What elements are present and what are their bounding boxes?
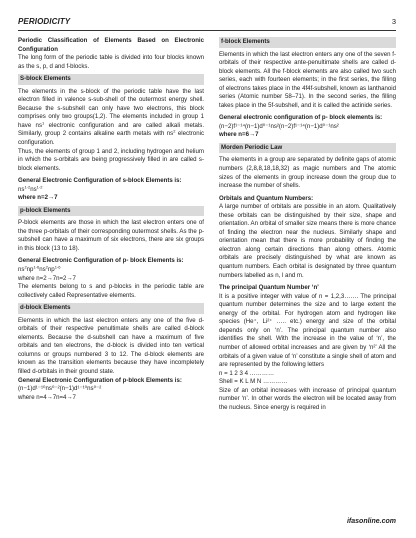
modern-periodic-law-heading: Morden Periodic Law (219, 143, 396, 154)
footer-site: ifasonline.com (346, 518, 396, 525)
f-block-config-heading: General electronic configuration of p- block elements is: (219, 114, 383, 122)
intro-text: The long form of the periodic table is divided into four blocks known as the s, p, d and f-blocks. (18, 54, 204, 70)
s-block-config: $ns^{1-2}ns^{1-2}$ (18, 184, 43, 193)
p-block-config: $ns^2np^{1-6}ns^2np^{1-6}$ (18, 264, 61, 274)
left-column (18, 37, 204, 402)
d-block-config: (n−1)d¹⁻¹⁰ns⁰⁻²(n−1)d¹⁻¹⁰ns⁰⁻² (18, 385, 102, 393)
page-number: 3 (391, 17, 396, 26)
d-block-heading: d-block Elements (18, 303, 204, 314)
p-block-paragraph-2: The elements belong to s and p-blocks in the periodic table are collectively called Representative elements. (18, 283, 204, 299)
p-block-heading: p-block Elements (18, 206, 204, 217)
s-block-paragraph-2: Thus, the elements of group 1 and 2, including hydrogen and helium in which the s-orbitals are being progressively filled in are called s-block elements. (18, 147, 204, 172)
p-block-where: where n=2→7n=2→7 (18, 274, 76, 282)
page-header-title: PERIODICITY (18, 17, 71, 26)
p-block-config-heading: General Electronic Configuration of p- block Elements is: (18, 257, 184, 265)
modern-periodic-law-paragraph: The elements in a group are separated by definite gaps of atomic numbers (2,8,8,18,18,32) as magic numbers and The atomic sizes of the elements in group increase down the group due to increase the number of shells. (219, 156, 396, 190)
s-block-where: where n=2→7 (18, 194, 58, 202)
d-block-config-heading: General Electronic Configuration of p-block Elements is: (18, 376, 182, 384)
principal-quantum-number-paragraph: It is a positive integer with value of n = 1,2,3……. The principal quantum number determines the size and to large extent the energy of the orbital. For hydrogen atom and hydrogen like species (He⁺, Li²⁺ ….. etc.) energy and size of the orbital depends only on ‘n’. The principal quantum number also identifies the shell. With the increase in the value of ‘n’, the number of allowed orbital increases and are given by ‘n²’ All the orbitals of a given value of ‘n’ constitute a single shell of atom and are represented by the following letters (219, 292, 396, 369)
d-block-paragraph-1: Elements in which the last electron enters any one of the five d-orbitals of their respective penultimate shells are called d-block elements. Because the d-subshell can have a maximum of five orbitals and ten electrons, the d-block is divided into ten vertical columns or groups numbered 3 to 12. The d-block elements are known as the transition elements because they have incompletely filled d-orbitals in their ground state. (18, 316, 204, 375)
s-block-paragraph-1: The elements in the s-block of the periodic table have the last electron filled in valence s-sub-shell of the outermost energy shell. Because the s-subshell can only have two electrons, this block comprises only two groups(1,2). The elements included in group 1 have $ns^1$ electronic configuration and are called alkali metals. Similarly, group 2 contains alkaline earth metals with $ns^2$ electronic configuration. (18, 87, 205, 146)
s-block-heading: S-block Elements (18, 74, 204, 85)
principal-quantum-number-paragraph-2: Size of an orbital increases with increase of principal quantum number ‘n’. In other words the electron will be located away from the nucleus. Since energy is required in (219, 386, 396, 411)
p-block-paragraph-1: P-block elements are those in which the last electron enters one of the three p-orbitals of their corresponding outermost shells. As the p-subshell can have a maximum of six electrons, there are six groups in this block (13 to 18). (18, 219, 204, 252)
page-header (18, 17, 396, 31)
quantum-number-list: n = 1 2 3 4 ………… (219, 369, 275, 377)
right-column (219, 37, 396, 412)
principal-quantum-number-heading: The principal Quantum Number ‘n’ (219, 284, 319, 292)
d-block-where: where n=4→7n=4→7 (18, 393, 76, 401)
f-block-heading: f-block Elements (219, 37, 396, 48)
shell-list: Shell = K L M N ………… (219, 378, 288, 386)
orbitals-heading: Orbitals and Quantum Numbers: (219, 194, 314, 202)
f-block-config: (n−2)f¹⁻¹⁴(n−1)d⁰⁻¹ns²(n−2)f¹⁻¹⁴(n−1)d⁰⁻¹ns² (219, 122, 339, 130)
orbitals-paragraph: A large number of orbitals are possible in an atom. Qualitatively these orbitals can be distinguished by their size, shape and orientation. An orbital of smaller size means there is more chance of finding the electron near the nucleus. Similarly shape and orientation mean that there is more probability of finding the electron along certain directions than along others. Atomic orbitals are precisely distinguished by what are known as quantum numbers. Each orbital is designated by three quantum numbers labelled as n, l and m. (219, 203, 396, 279)
s-block-config-heading: General Electronic Configuration of s-block Elements is: (18, 177, 182, 185)
f-block-paragraph-1: Elements in which the last electron enters any one of the seven f-orbitals of their respective ante-penultimate shells are called d-block elements. All the f-block elements are also called two such series, each with fourteen elements; in the first series, the filling of electrons takes place in the 4f4f-subshell, known as lanthanoid series (Atomic number 58–71). In the second series, the filling takes place in the 5f-subshell, and it is called the actinide series. (219, 50, 396, 109)
f-block-where: where n=6→7 (219, 131, 259, 139)
intro-heading: Periodic Classification of Elements Based on Electronic Configuration (18, 37, 204, 53)
